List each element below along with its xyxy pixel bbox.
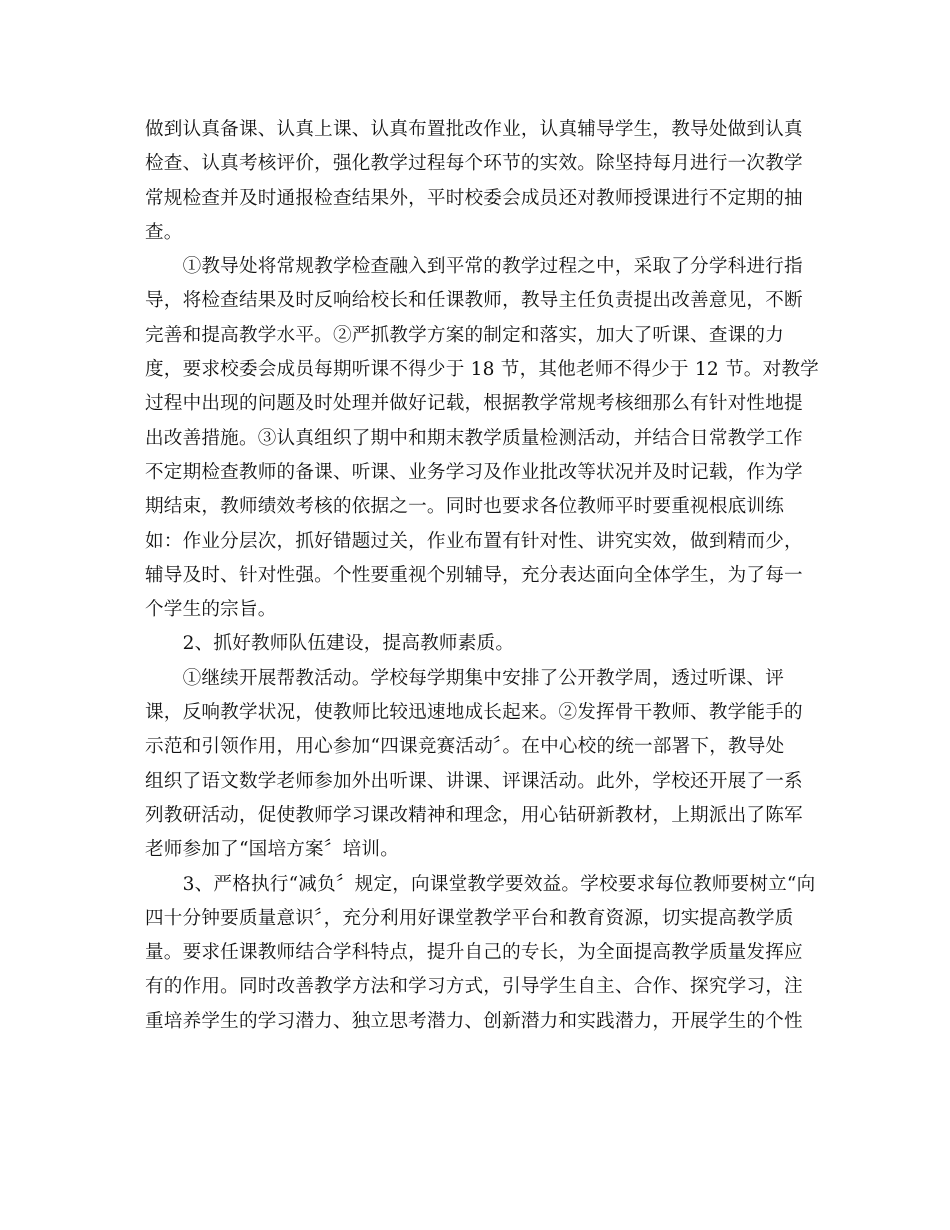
text-line-19: 示范和引领作用，用心参加“四课竞赛活动〞。在中心校的统一部署下，教导处 — [145, 736, 785, 758]
text-line-18: 课，反响教学状况，使教师比较迅速地成长起来。②发挥骨干教师、教学能手的 — [145, 702, 803, 724]
text-line-3: 常规检查并及时通报检查结果外，平时校委会成员还对教师授课进行不定期的抽 — [145, 187, 803, 209]
text-line-24: 四十分钟要质量意识〞，充分利用好课堂教学平台和教育资源，切实提高教学质 — [145, 907, 794, 929]
text-line-25: 量。要求任课教师结合学科特点，提升自己的专长，为全面提高教学质量发挥应 — [145, 942, 803, 964]
text-line-2: 检查、认真考核评价，强化教学过程每个环节的实效。除坚持每月进行一次教学 — [145, 153, 803, 175]
text-line-7: 完善和提高教学水平。②严抓教学方案的制定和落实，加大了听课、查课的力 — [145, 324, 784, 346]
text-line-16: 2、抓好教师队伍建设，提高教师素质。 — [145, 633, 515, 655]
text-line-17: ①继续开展帮教活动。学校每学期集中安排了公开教学周，透过听课、评 — [145, 667, 784, 689]
text-line-13: 如：作业分层次，抓好错题过关，作业布置有针对性、讲究实效，做到精而少， — [145, 530, 803, 552]
text-line-6: 导，将检查结果及时反响给校长和任课教师，教导主任负责提出改善意见，不断 — [145, 290, 803, 312]
text-line-9: 过程中出现的问题及时处理并做好记载，根据教学常规考核细那么有针对性地提 — [145, 393, 803, 415]
text-line-5: ①教导处将常规教学检查融入到平常的教学过程之中，采取了分学科进行指 — [145, 256, 803, 278]
text-line-10: 出改善措施。③认真组织了期中和期末教学质量检测活动，并结合日常教学工作 — [145, 427, 803, 449]
text-line-27: 重培养学生的学习潜力、独立思考潜力、创新潜力和实践潜力，开展学生的个性 — [145, 1010, 803, 1032]
text-line-8: 度，要求校委会成员每期听课不得少于 18 节，其他老师不得少于 12 节。对教学 — [145, 359, 819, 381]
text-line-22: 老师参加了“国培方案〞培训。 — [145, 839, 400, 861]
text-line-26: 有的作用。同时改善教学方法和学习方式，引导学生自主、合作、探究学习，注 — [145, 976, 803, 998]
text-line-4: 查。 — [145, 221, 183, 243]
text-line-14: 辅导及时、针对性强。个性要重视个别辅导，充分表达面向全体学生，为了每一 — [145, 564, 803, 586]
body-text — [145, 113, 819, 1039]
text-line-20: 组织了语文数学老师参加外出听课、讲课、评课活动。此外，学校还开展了一系 — [145, 770, 803, 792]
text-line-23: 3、严格执行“减负〞规定，向课堂教学要效益。学校要求每位教师要树立“向 — [145, 873, 816, 895]
text-line-12: 期结束，教师绩效考核的依据之一。同时也要求各位教师平时要重视根底训练 — [145, 496, 784, 518]
text-line-21: 列教研活动，促使教师学习课改精神和理念，用心钻研新教材，上期派出了陈军 — [145, 804, 803, 826]
text-line-11: 不定期检查教师的备课、听课、业务学习及作业批改等状况并及时记载，作为学 — [145, 461, 803, 483]
text-line-15: 个学生的宗旨。 — [145, 599, 277, 621]
text-line-1: 做到认真备课、认真上课、认真布置批改作业，认真辅导学生，教导处做到认真 — [145, 119, 803, 140]
